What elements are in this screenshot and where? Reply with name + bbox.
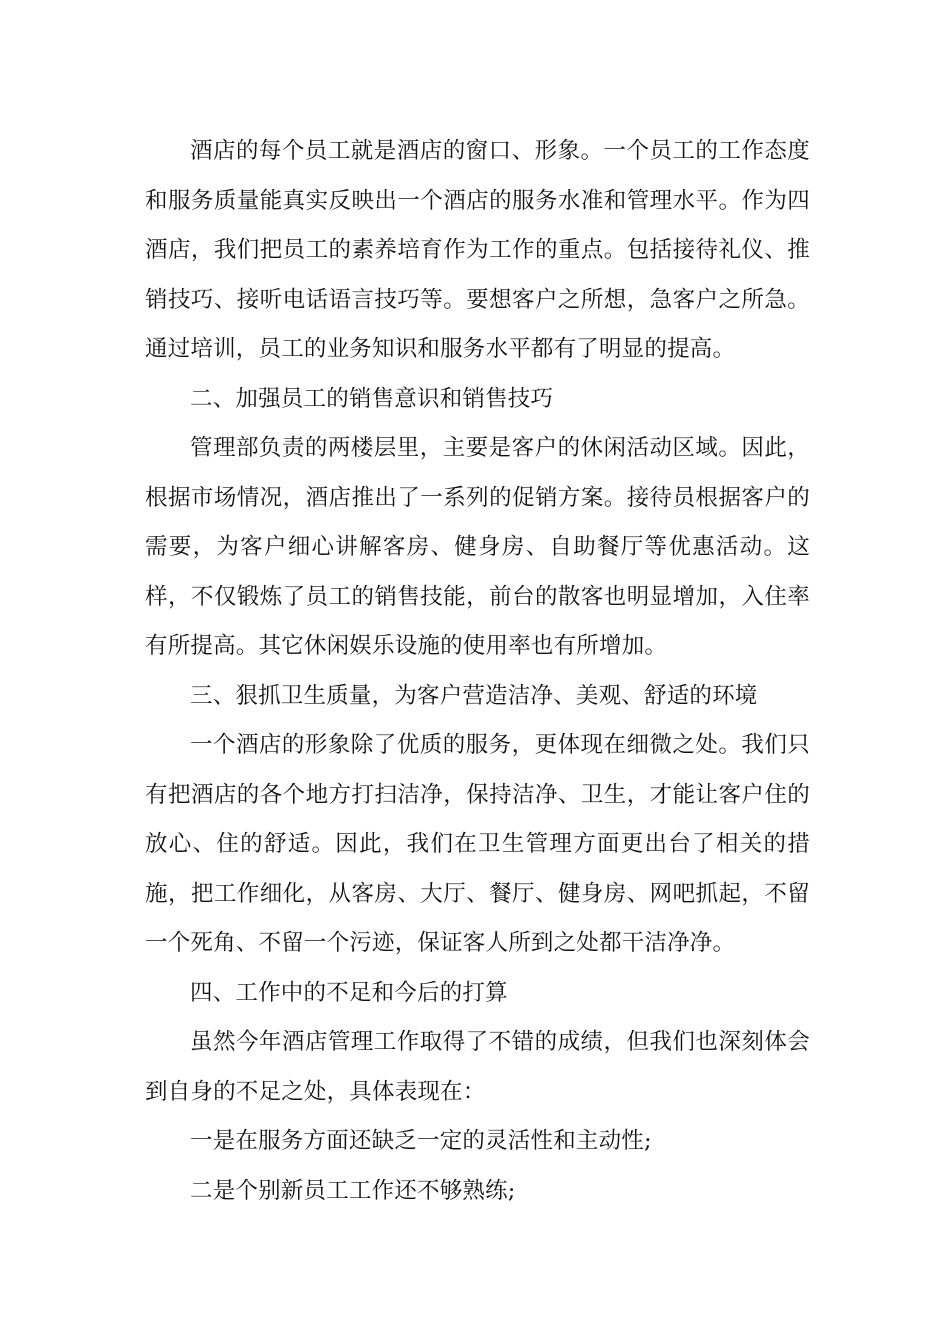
- section-heading-shortcomings: 四、工作中的不足和今后的打算: [190, 979, 508, 1006]
- list-item-service: 一是在服务方面还缺乏一定的灵活性和主动性;: [190, 1128, 652, 1154]
- section-heading-hygiene: 三、狠抓卫生质量，为客户营造洁净、美观、舒适的环境: [190, 682, 758, 709]
- section-heading-sales: 二、加强员工的销售意识和销售技巧: [190, 385, 554, 412]
- paragraph-hygiene: 一个酒店的形象除了优质的服务，更体现在细微之处。我们只有把酒店的各个地方打扫洁净，保持洁净、卫生，才能让客户住的放心、住的舒适。因此，我们在卫生管理方面更出台了相关的措施，把工作细化，从客房、大厅、餐厅、健身房、网吧抓起，不留一个死角、不留一个污迹，保证客人所到之处都干洁净净。: [145, 732, 810, 956]
- document-body: [145, 127, 810, 1216]
- list-item-new-staff: 二是个别新员工工作还不够熟练;: [190, 1177, 516, 1204]
- paragraph-sales: 管理部负责的两楼层里，主要是客户的休闲活动区域。因此，根据市场情况，酒店推出了一系列的促销方案。接待员根据客户的需要，为客户细心讲解客房、健身房、自助餐厅等优惠活动。这样，不仅锻炼了员工的销售技能，前台的散客也明显增加，入住率有所提高。其它休闲娱乐设施的使用率也有所增加。: [145, 435, 810, 659]
- paragraph-shortcomings: 虽然今年酒店管理工作取得了不错的成绩，但我们也深刻体会到自身的不足之处，具体表现在：: [145, 1029, 810, 1105]
- paragraph-staff-image: 酒店的每个员工就是酒店的窗口、形象。一个员工的工作态度和服务质量能真实反映出一个酒店的服务水准和管理水平。作为四酒店，我们把员工的素养培育作为工作的重点。包括接待礼仪、推销技巧、接听电话语言技巧等。要想客户之所想，急客户之所急。通过培训，员工的业务知识和服务水平都有了明显的提高。: [145, 138, 810, 362]
